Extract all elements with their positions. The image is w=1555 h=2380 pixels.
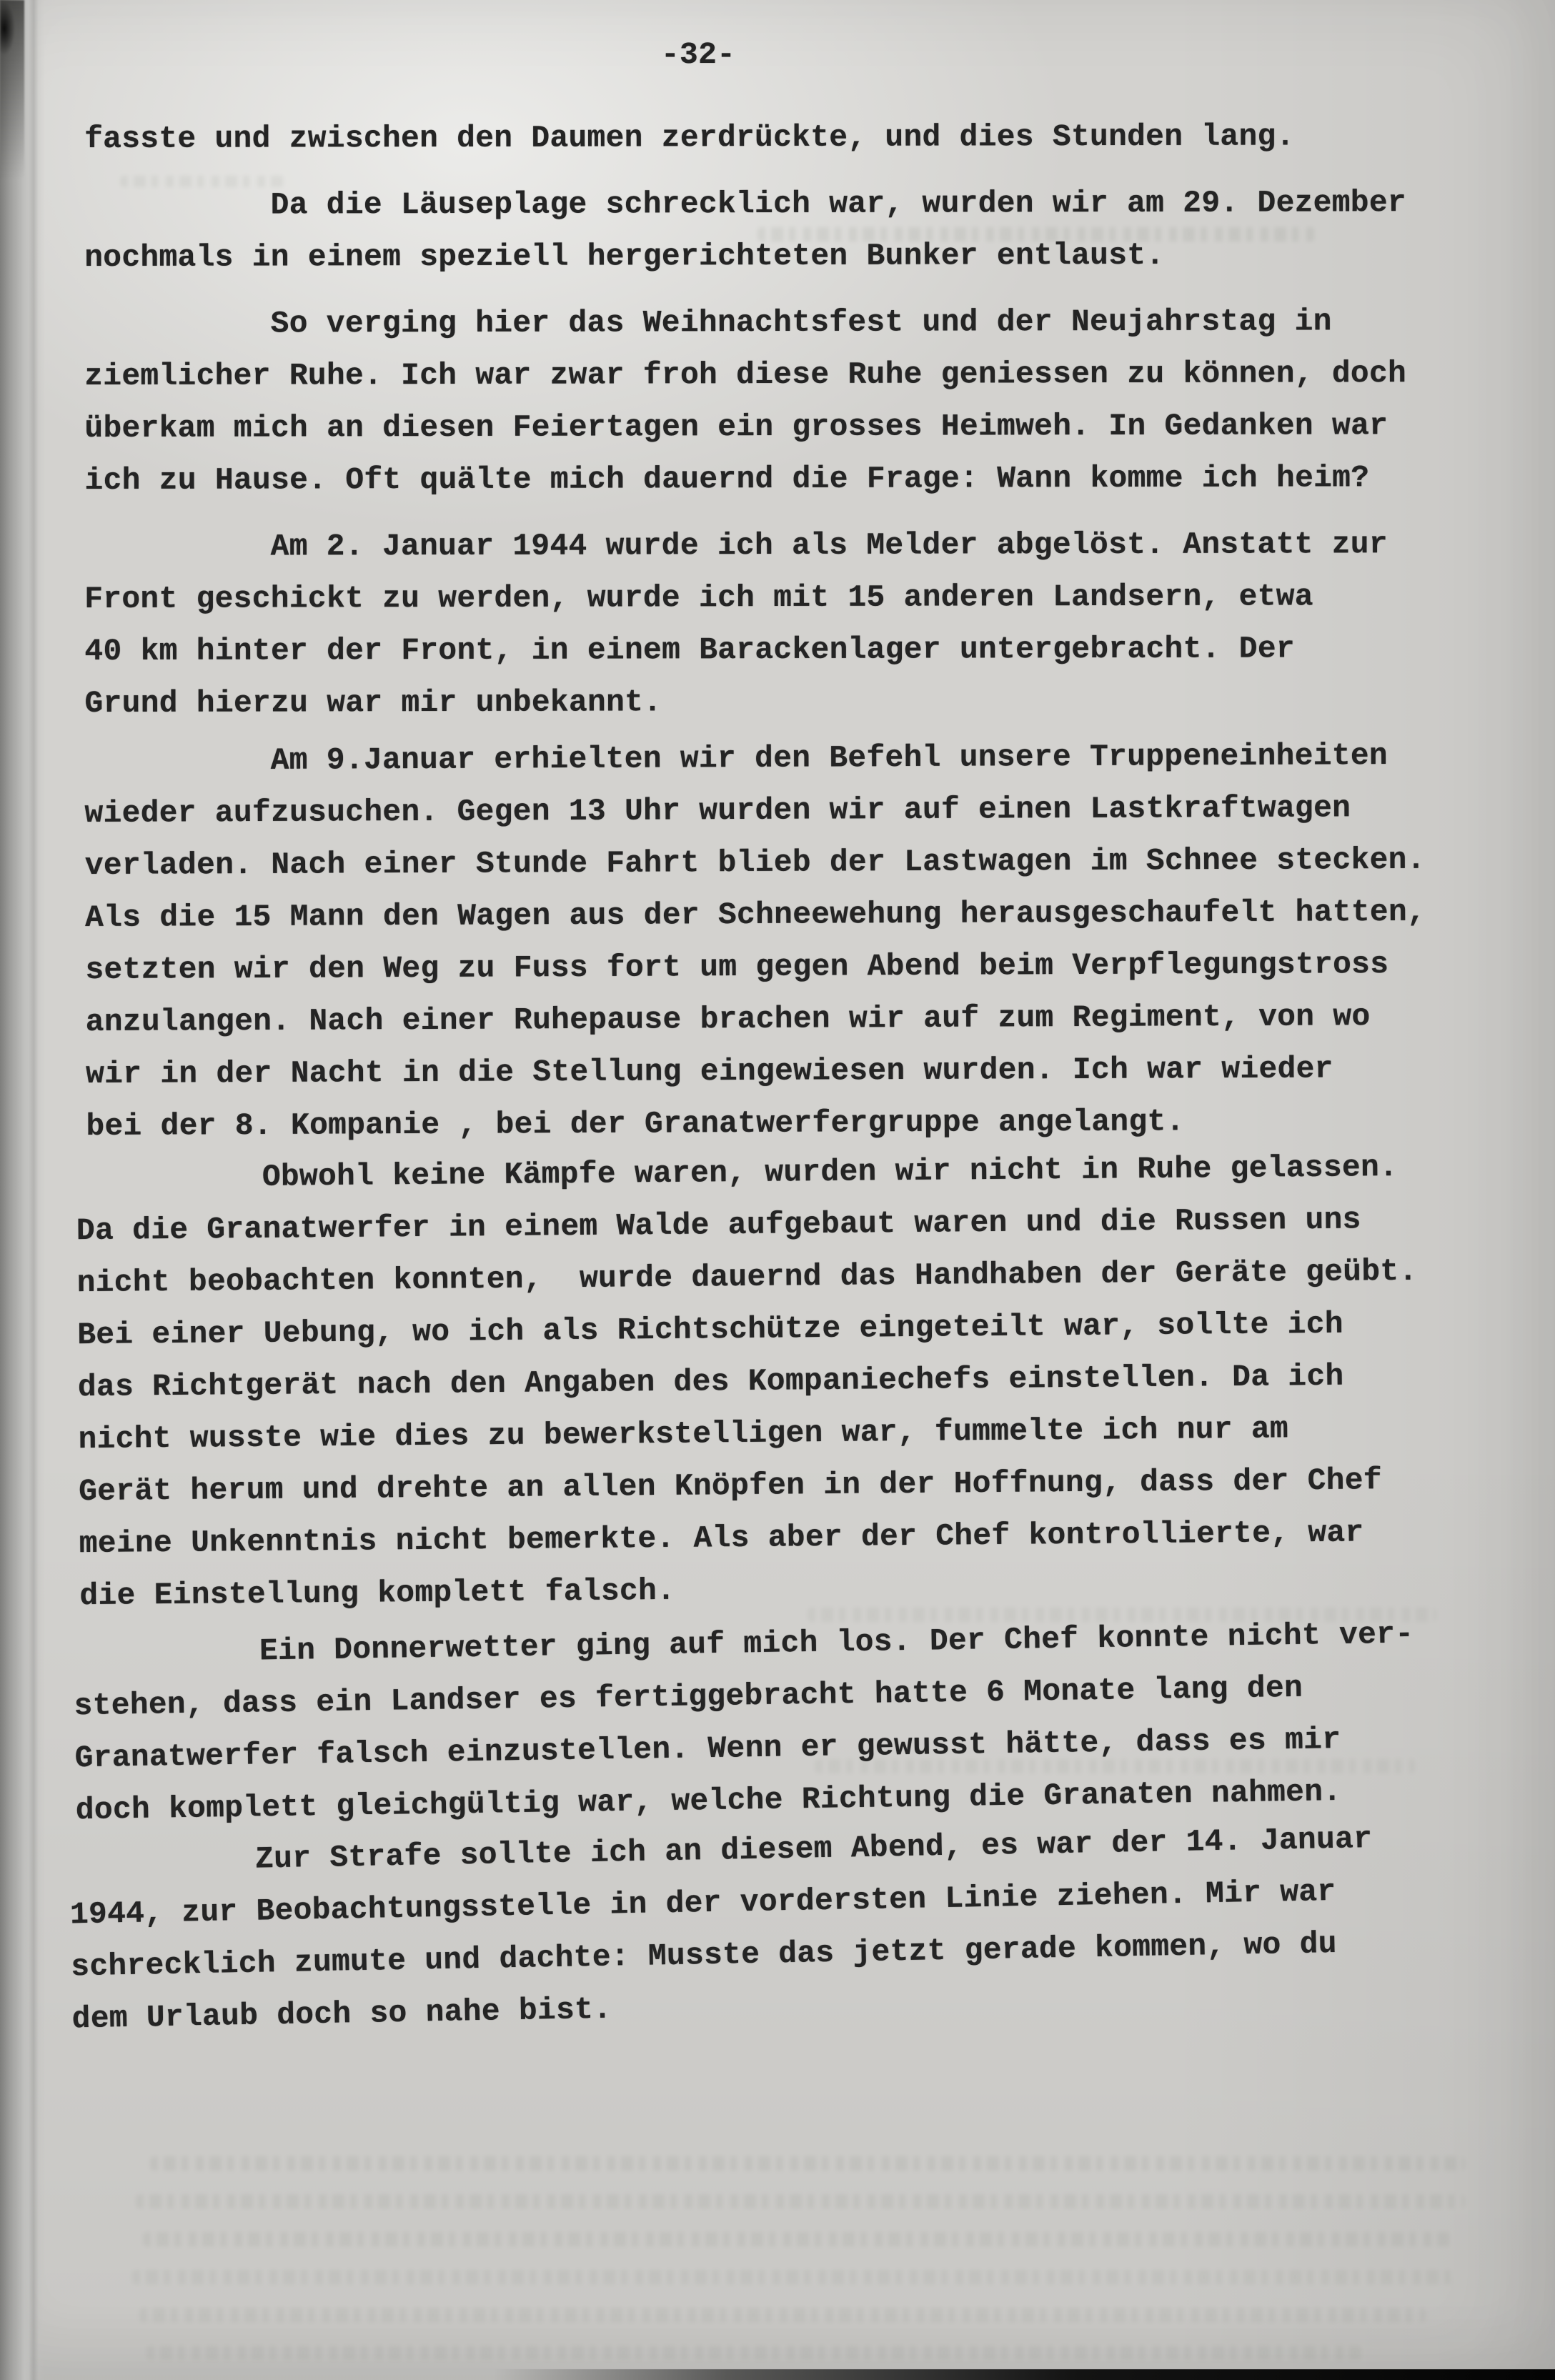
page-number: -32- [661, 37, 736, 72]
bleed-through-line [146, 2346, 1361, 2360]
text-line: Granatwerfer falsch einzustellen. Wenn er gewusst hätte, dass es mir [74, 1721, 1341, 1776]
bleed-through-line [150, 2156, 1465, 2171]
text-line: die Einstellung komplett falsch. [79, 1573, 676, 1614]
text-line: schrecklich zumute und dachte: Musste das jetzt gerade kommen, wo du [70, 1926, 1338, 1985]
text-line: setzten wir den Weg zu Fuss fort um gegen Abend beim Verpflegungstross [85, 947, 1389, 987]
bleed-through-line [136, 2194, 1465, 2209]
text-line: Zur Strafe sollte ich an diesem Abend, es war der 14. Januar [69, 1821, 1373, 1881]
text-line: das Richtgerät nach den Angaben des Kompaniechefs einstellen. Da ich [77, 1358, 1344, 1405]
text-line: 40 km hinter der Front, in einem Barackenlager untergebracht. Der [84, 631, 1295, 669]
gutter-crease [29, 0, 39, 2380]
text-line: Grund hierzu war mir unbekannt. [84, 684, 662, 721]
text-line: nicht wusste wie dies zu bewerkstelligen war, fummelte ich nur am [78, 1411, 1289, 1458]
text-line: Bei einer Uebung, wo ich als Richtschütze eingeteilt war, sollte ich [77, 1306, 1344, 1353]
paragraph [84, 110, 1485, 165]
text-line: meine Unkenntnis nicht bemerkte. Als aber der Chef kontrollierte, war [79, 1515, 1364, 1562]
text-line: stehen, dass ein Landser es fertiggebracht hatte 6 Monate lang den [74, 1670, 1303, 1724]
text-line: ich zu Hause. Oft quälte mich dauernd die Frage: Wann komme ich heim? [84, 460, 1370, 498]
text-line: verladen. Nach einer Stunde Fahrt blieb der Lastwagen im Schnee stecken. [84, 842, 1426, 883]
text-line: wir in der Nacht in die Stellung eingewiesen wurden. Ich war wieder [85, 1051, 1333, 1092]
text-line: Da die Läuseplage schrecklich war, wurden wir am 29. Dezember [84, 185, 1406, 223]
paragraph [84, 176, 1485, 284]
paragraph [73, 1607, 1476, 1836]
text-line: Gerät herum und drehte an allen Knöpfen in der Hoffnung, dass der Chef [78, 1463, 1383, 1510]
text-line: Am 2. Januar 1944 wurde ich als Melder abgelöst. Anstatt zur [84, 527, 1388, 564]
paragraph [76, 1140, 1481, 1622]
paragraph [84, 518, 1486, 730]
text-line: Front geschickt zu werden, wurde ich mit 15 anderen Landsern, etwa [84, 579, 1313, 617]
text-line: doch komplett gleichgültig war, welche Richtung die Granaten nahmen. [75, 1773, 1342, 1828]
corner-ink-blot [0, 0, 24, 179]
text-line: nochmals in einem speziell hergerichteten Bunker entlaust. [84, 237, 1165, 275]
bleed-through-line [132, 2270, 1454, 2284]
text-line: Obwohl keine Kämpfe waren, wurden wir nicht in Ruhe gelassen. [76, 1149, 1398, 1197]
text-line: So verging hier das Weihnachtsfest und der Neujahrstag in [84, 304, 1332, 342]
text-line: fasste und zwischen den Daumen zerdrückte, und dies Stunden lang. [84, 119, 1295, 156]
text-line: Am 9.Januar erhielten wir den Befehl unsere Truppeneinheiten [84, 738, 1388, 779]
paragraph [69, 1811, 1473, 2045]
paragraph [84, 729, 1487, 1152]
bleed-through-line [143, 2232, 1451, 2246]
text-line: anzulangen. Nach einer Ruhepause brachen wir auf zum Regiment, von wo [85, 999, 1371, 1040]
text-line: wieder aufzusuchen. Gegen 13 Uhr wurden wir auf einen Lastkraftwagen [84, 790, 1351, 831]
text-line: Ein Donnerwetter ging auf mich los. Der Chef konnte nicht ver- [73, 1616, 1414, 1672]
text-line: ziemlicher Ruhe. Ich war zwar froh diese Ruhe geniessen zu können, doch [84, 356, 1407, 394]
text-line: 1944, zur Beobachtungsstelle in der vordersten Linie ziehen. Mir war [69, 1873, 1336, 1933]
text-line: überkam mich an diesen Feiertagen ein grosses Heimweh. In Gedanken war [84, 408, 1388, 446]
scan-edge-bar [493, 2369, 1555, 2380]
text-line: nicht beobachten konnten, wurde dauernd das Handhaben der Geräte geübt. [76, 1253, 1418, 1301]
bleed-through-line [139, 2308, 1426, 2322]
text-line: bei der 8. Kompanie , bei der Granatwerfergruppe angelangt. [86, 1104, 1185, 1144]
text-line: dem Urlaub doch so nahe bist. [71, 1991, 612, 2037]
text-line: Da die Granatwerfer in einem Walde aufgebaut waren und die Russen uns [76, 1202, 1361, 1249]
text-line: Als die 15 Mann den Wagen aus der Schneewehung herausgeschaufelt hatten, [85, 894, 1426, 935]
text-block [69, 113, 1485, 2045]
paragraph [84, 295, 1486, 507]
